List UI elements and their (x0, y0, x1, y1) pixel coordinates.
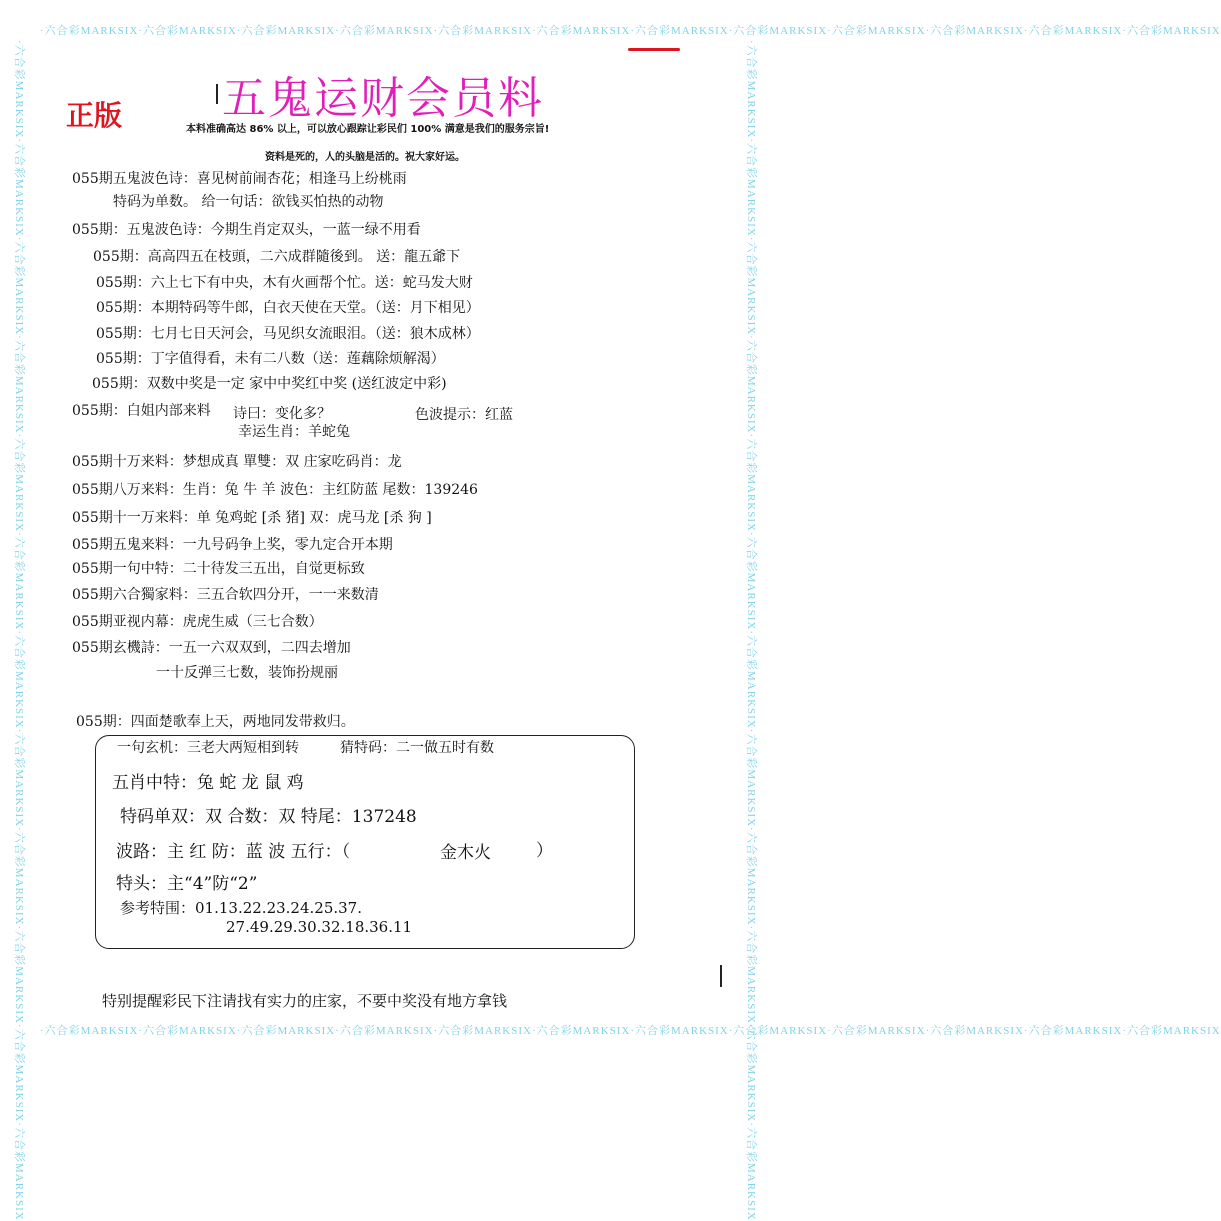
watermark-right: ·六合彩MARKSIX·六合彩MARKSIX·六合彩MARKSIX·六合彩MARKSIX·六合彩MARKSIX·六合彩MARKSIX·六合彩MARKSIX·六合彩MARKSIX·六合彩MARKSIX·六合彩MARKSIX·六合彩MARKSIX·六合彩MARKSIX (745, 40, 757, 1221)
box-elements-close: ） (536, 841, 553, 861)
line-110k: 055期十一万来料：单 兔鸡蛇 [杀 猪] 双：虎马龙 [杀 狗 ] (72, 510, 432, 526)
box-elements: 金木火 (440, 843, 491, 863)
accuracy-note: 本料准确高达 86% 以上，可以放心跟踪让彩民们 100% 满意是我们的服务宗旨! (186, 124, 550, 135)
line-riddle-1: 055期：高高四五在枝頭，二六成群隨後到。 送：龍五爺下 (93, 249, 461, 265)
box-guess: 猜特码：二一做五时有数 (340, 740, 494, 756)
title-divider (216, 84, 218, 104)
line-poem-change: 诗曰：变化多？ (233, 406, 331, 422)
line-mystic-poem-2: 一十反弹三七数，装饰扮规丽 (156, 665, 338, 681)
line-wugui: 055期五鬼来料：一九号码争上奖，零九定合开本期 (72, 537, 393, 553)
line-exclusive: 055期六合獨家料：三五合软四分开，一一来数清 (72, 587, 379, 603)
line-80k: 055期八万来料：生肖：兔 牛 羊 波色：主红防蓝 尾数：139246 (72, 482, 478, 498)
box-reference-1: 参考特围：01.13.22.23.24.25.37. (120, 899, 362, 917)
line-poem-1: 055期五鬼波色诗：喜见树前闹杏花；相逢马上纷桃雨 (72, 171, 407, 187)
box-five-zodiac: 五肖中特：兔 蛇 龙 鼠 鸡 (112, 773, 304, 793)
line-odd-hint: 特码为单数。 给一句话：欲钱买怕热的动物 (113, 194, 384, 210)
line-atv: 055期亚视内幕：虎虎生威（三七合数） (72, 614, 323, 630)
box-reference-2: 27.49.29.30.32.18.36.11 (226, 918, 413, 936)
line-riddle-4: 055期：七月七日天河会，马见织女流眼泪。（送：狼木成林） (96, 326, 480, 342)
line-baijie: 055期：白姐内部来料 (72, 403, 211, 419)
line-100k: 055期十万来料：梦想成真 單雙：双 庄家吃码肖：龙 (72, 454, 402, 470)
red-stroke-mark (628, 48, 680, 51)
box-head: 特头：主“4”防“2” (116, 874, 258, 894)
good-luck-note: 资料是死的，人的头脑是活的。祝大家好运。 (265, 152, 465, 163)
line-riddle-6: 055期：双数中奖是一定 家中中奖红中奖 (送红波定中彩) (92, 376, 447, 392)
line-four-sides: 055期：四面楚歌奉上天，两地同发带救归。 (76, 714, 355, 730)
line-riddle-3: 055期：本期特码等牛郎，白衣天使在天堂。（送：月下相见） (96, 300, 480, 316)
page-title: 五鬼运财会员料 (222, 73, 544, 124)
line-mystic-poem: 055期玄機詩：一五一六双双到，二四去增加 (72, 640, 351, 656)
line-poem-2: 055期：五鬼波色诗：今期生肖定双头，一蓝一绿不用看 (72, 222, 421, 238)
watermark-bottom: ·六合彩MARKSIX·六合彩MARKSIX·六合彩MARKSIX·六合彩MARKSIX·六合彩MARKSIX·六合彩MARKSIX·六合彩MARKSIX·六合彩MARKSIX·六合彩MARKSIX·六合彩MARKSIX·六合彩MARKSIX·六合彩MARKSIX (40, 1025, 1221, 1037)
footer-warning: 特别提醒彩民下注请找有实力的庄家，不要中奖没有地方拿钱 (102, 992, 508, 1010)
line-lucky-zodiac: 幸运生肖：羊蛇兔 (238, 424, 350, 440)
line-riddle-5: 055期：丁字值得看，未有二八数（送：莲藕除烦解渴） (96, 351, 445, 367)
line-riddle-2: 055期：六上七下有中央，木有火画帮个忙。送：蛇马发大财 (96, 275, 473, 291)
watermark-left: ·六合彩MARKSIX·六合彩MARKSIX·六合彩MARKSIX·六合彩MARKSIX·六合彩MARKSIX·六合彩MARKSIX·六合彩MARKSIX·六合彩MARKSIX·六合彩MARKSIX·六合彩MARKSIX·六合彩MARKSIX·六合彩MARKSIX (13, 40, 25, 1221)
box-wave: 波路：主 红 防：蓝 波 五行：（ (116, 842, 351, 862)
box-odd-even: 特码单双：双 合数：双 特尾：137248 (120, 807, 417, 827)
line-color-hint: 色波提示：红蓝 (415, 407, 513, 423)
watermark-top: ·六合彩MARKSIX·六合彩MARKSIX·六合彩MARKSIX·六合彩MARKSIX·六合彩MARKSIX·六合彩MARKSIX·六合彩MARKSIX·六合彩MARKSIX·六合彩MARKSIX·六合彩MARKSIX·六合彩MARKSIX·六合彩MARKSIX (40, 25, 1221, 37)
authentic-badge: 正版 (66, 99, 123, 132)
line-one-sentence: 055期一句中特：二十待发三五出，自觉更标致 (72, 561, 365, 577)
box-riddle: 一句玄机：三老大两短相到转 (117, 740, 299, 756)
right-tick-mark (720, 965, 722, 987)
